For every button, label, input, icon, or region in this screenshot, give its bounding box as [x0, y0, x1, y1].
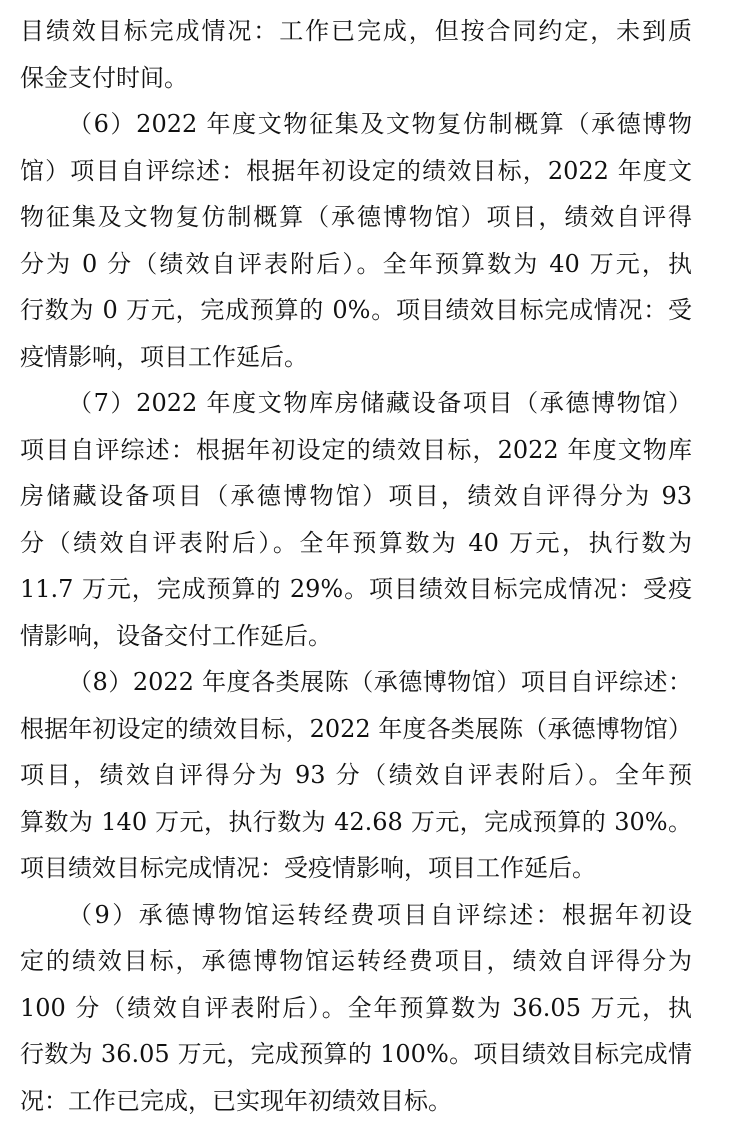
text-line: 行数为 36.05 万元，完成预算的 100%。项目绩效目标完成情	[20, 1040, 692, 1068]
text-line: 项目，绩效自评得分为 93 分（绩效自评表附后）。全年预	[20, 761, 692, 789]
text-line: 定的绩效目标，承德博物馆运转经费项目，绩效自评得分为	[20, 947, 692, 975]
text-line: 疫情影响，项目工作延后。	[20, 342, 308, 371]
text-line: （7）2022 年度文物库房储藏设备项目（承德博物馆）	[68, 389, 692, 417]
text-line: 情影响，设备交付工作延后。	[20, 621, 332, 650]
text-line: 物征集及文物复仿制概算（承德博物馆）项目，绩效自评得	[20, 203, 692, 231]
body-text	[20, 8, 692, 1124]
text-line: 分为 0 分（绩效自评表附后）。全年预算数为 40 万元，执	[20, 249, 692, 278]
text-line: 保金支付时间。	[20, 63, 188, 92]
text-line: 目绩效目标完成情况：工作已完成，但按合同约定，未到质	[20, 17, 692, 45]
text-line: 算数为 140 万元，执行数为 42.68 万元，完成预算的 30%。	[20, 807, 692, 836]
text-line: 馆）项目自评综述：根据年初设定的绩效目标，2022 年度文	[20, 156, 692, 185]
text-line: 100 分（绩效自评表附后）。全年预算数为 36.05 万元，执	[20, 993, 692, 1022]
text-line: 项目绩效目标完成情况：受疫情影响，项目工作延后。	[20, 854, 596, 882]
text-line: 项目自评综述：根据年初设定的绩效目标，2022 年度文物库	[20, 435, 692, 464]
text-line: 11.7 万元，完成预算的 29%。项目绩效目标完成情况：受疫	[20, 575, 692, 603]
text-line: （9）承德博物馆运转经费项目自评综述：根据年初设	[68, 900, 692, 929]
text-line: 分（绩效自评表附后）。全年预算数为 40 万元，执行数为	[20, 528, 692, 557]
text-line: 房储藏设备项目（承德博物馆）项目，绩效自评得分为 93	[20, 482, 692, 510]
text-line: 行数为 0 万元，完成预算的 0%。项目绩效目标完成情况：受	[20, 296, 692, 324]
text-line: 根据年初设定的绩效目标，2022 年度各类展陈（承德博物馆）	[20, 714, 692, 743]
text-line: （6）2022 年度文物征集及文物复仿制概算（承德博物	[68, 110, 692, 138]
text-line: （8）2022 年度各类展陈（承德博物馆）项目自评综述：	[68, 668, 692, 696]
text-line: 况：工作已完成，已实现年初绩效目标。	[20, 1086, 452, 1115]
